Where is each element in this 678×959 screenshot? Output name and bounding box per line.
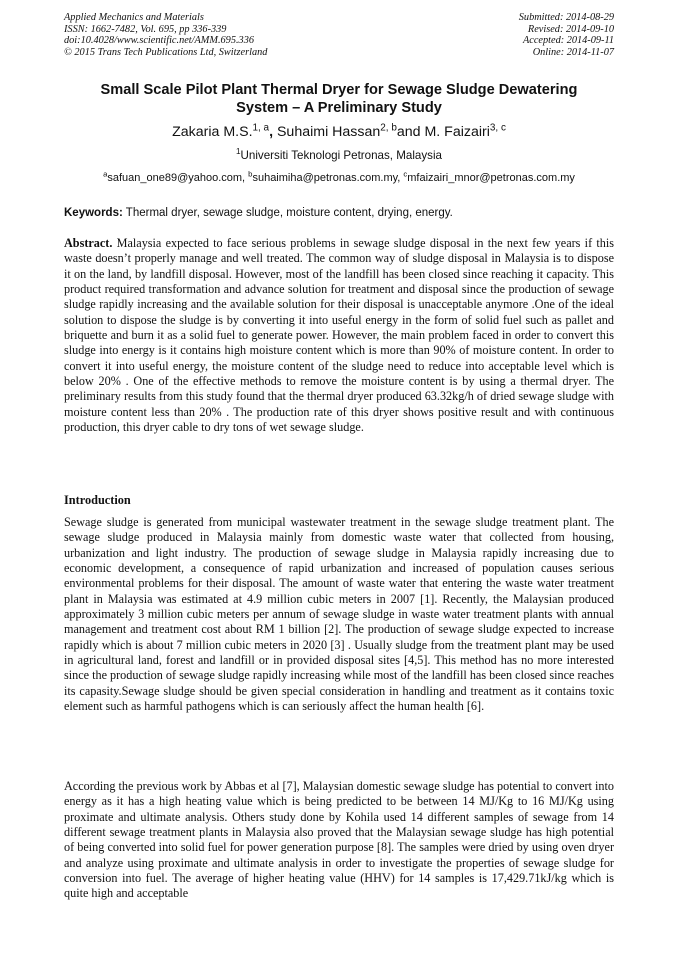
online-date: Online: 2014-11-07 (532, 46, 614, 58)
accepted-date: Accepted: 2014-09-11 (522, 35, 614, 47)
keywords (64, 205, 614, 221)
affiliation-sup: 1 (236, 147, 241, 157)
author-emails (64, 170, 614, 186)
author-2-sup: 2, b (380, 122, 397, 134)
introduction-paragraph-1: Sewage sludge is generated from municipal wastewater treatment in the sewage sludge treatment plant. The sewage sludge produced in Malaysia mainly from domestic waste water that collected from housing, urbanization and light industry. The production of sewage sludge in Malaysia rapidly increasing due to economic development, a consequence of rapid urbanization and increased of population causes serious environmental problems for their disposal. The amount of waste water that entering the waste water treatment plant in Malaysia was estimated at 4.9 million cubic meters in 2007 [1]. Recently, the Malaysian produced approximately 3 million cubic meters per annum of sewage sludge in waste water treatment plants with annual management and treatment cost about RM 1 billion [2]. The production of sewage sludge expected to increase rapidly which is about 7 million cubic meters in 2020 [3] . Usually sludge from the treatment plant may be used in agricultural land, forest and landfill or in provided disposal sites [4,5]. This method has no more interested since the production of sewage sludge rapidly increasing while most of the landfill has been closed since reaches its capasity.Sewage sludge should be given special consideration in handling and treatment as it contains toxic element such as harmful pathogens which is can seriously affect the human health [6]. (64, 515, 614, 714)
affiliation-text: Universiti Teknologi Petronas, Malaysia (240, 149, 442, 162)
author-1: Zakaria M.S. (172, 124, 253, 140)
doi-line: doi:10.4028/www.scientific.net/AMM.695.336 (64, 35, 254, 47)
keywords-label: Keywords: (64, 207, 123, 219)
email-a-sup: a (103, 169, 108, 179)
email-c-sup: c (403, 169, 408, 179)
author-3: M. Faizairi (424, 124, 490, 140)
affiliation (64, 148, 614, 164)
keywords-text: Thermal dryer, sewage sludge, moisture content, drying, energy. (125, 207, 453, 219)
journal-name: Applied Mechanics and Materials (64, 12, 204, 23)
author-1-sup: 1, a (252, 122, 270, 134)
email-b[interactable]: suhaimiha@petronas.com.my, (252, 172, 404, 184)
submitted-date: Submitted: 2014-08-29 (518, 12, 614, 23)
revised-date: Revised: 2014-09-10 (527, 23, 614, 35)
author-3-sup: 3, c (489, 122, 506, 134)
paper-title (64, 82, 614, 117)
abstract (64, 236, 614, 435)
author-list: Zakaria M.S.$^{1, a}$, Suhaimi Hassan$^{2, b}$and M. Faizairi$^{3, c}$ (172, 122, 506, 140)
copyright-line: © 2015 Trans Tech Publications Ltd, Switzerland (64, 46, 268, 58)
submission-dates (519, 12, 614, 58)
issn-line: ISSN: 1662-7482, Vol. 695, pp 336-339 (64, 23, 227, 35)
introduction-heading: Introduction (64, 493, 131, 507)
title-line-1: Small Scale Pilot Plant Thermal Dryer for Sewage Sludge Dewatering (100, 82, 578, 98)
author-2: Suhaimi Hassan (276, 124, 381, 140)
abstract-label: Abstract. (64, 236, 113, 250)
abstract-text: Malaysia expected to face serious problems in sewage sludge disposal in the next few years if this waste doesn’t properly manage and well treated. The common way of sludge disposal in Malaysia is to dispose it on the land, by landfill disposal. However, most of the landfill has been closed since reaching it capacity. This product required transformation and advance solution for treatment and disposal since the production of sewage sludge rapidly increasing and the available solution for their disposal is unacceptable anymore .One of the ideal solution to dispose the sludge is by converting it into useful energy in the form of solid fuel such as pallet and briquette and burn it as a solid fuel to generate power. However, the main problem faced in order to convert this sludge into energy is it contains high moisture content which is more than 90% of moisture content. In order to convert it into useful energy, the moisture content of the sludge need to reduce into acceptable level which is below 20% . One of the effective methods to remove the moisture content is by using a thermal dryer. The preliminary results from this study found that the thermal dryer produced 63.32kg/h of dried sewage sludge with moisture content less than 20% . The production rate of this dryer shows positive result and with continuous production, this dryer cable to dry tons of wet sewage sludge. (64, 236, 614, 435)
title-line-2: System – A Preliminary Study (236, 99, 442, 116)
email-c[interactable]: mfaizairi_mnor@petronas.com.my (407, 172, 575, 184)
journal-info (64, 12, 267, 58)
introduction-paragraph-2: According the previous work by Abbas et al [7], Malaysian domestic sewage sludge has potential to convert into energy as it has a high heating value which is being predicted to be between 14 MJ/Kg to 16 MJ/Kg using proximate and ultimate analysis. Others study done by Kohila used 14 different samples of sewage from 14 different sewage treatment plants in Malaysia also proved that the Malaysian sewage sludge has high potential of being converted into solid fuel for power generation purpose [8]. The samples were dried by using oven dryer and analyze using proximate and ultimate analysis in order to investigate the properties of sewage sludge for conversion into fuel. The average of higher heating value (HHV) for 14 samples is 17,429.71kJ/kg which is quite high and acceptable (64, 779, 614, 901)
email-a[interactable]: safuan_one89@yahoo.com, (107, 172, 249, 184)
email-b-sup: b (248, 169, 253, 179)
